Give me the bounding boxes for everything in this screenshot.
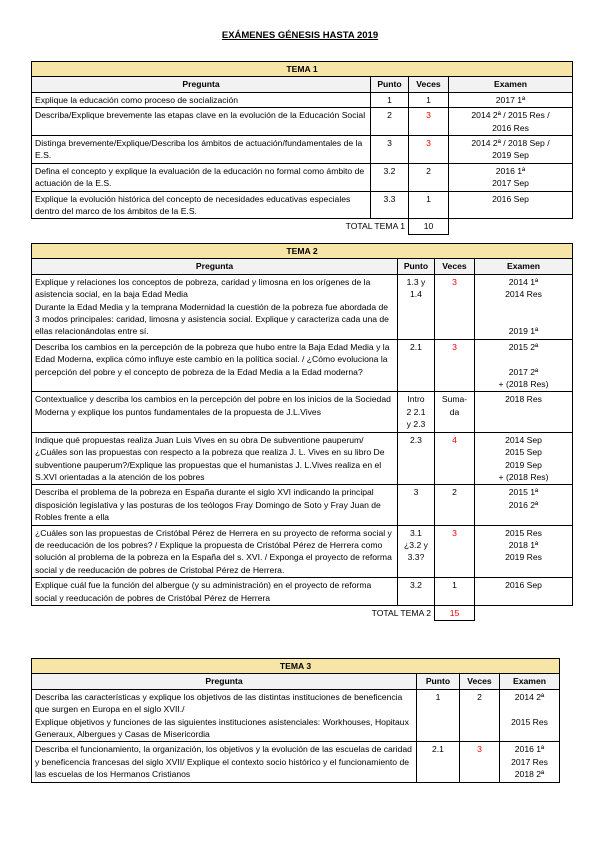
question-cell: Describa el problema de la pobreza en España durante el siglo XVI indicando la principal disposición legislativa y las posturas de los teólogos Fray Domingo de Soto y Fray Juan de Robles frente a ella [32,485,398,525]
total-spacer [475,605,573,620]
veces-cell: 3 [409,136,449,164]
punto-cell: 3 [371,136,409,164]
col-veces: Veces [409,77,449,92]
examen-cell: 2014 2ª 2015 Res [500,689,560,742]
table-row [32,578,573,606]
table-row [32,689,560,742]
col-examen: Examen [449,77,573,92]
examen-cell: 2015 2ª 2017 2ª + (2018 Res) [475,339,573,392]
col-examen: Examen [475,259,573,274]
col-veces: Veces [435,259,475,274]
punto-cell: 1 [417,689,460,742]
veces-cell: 1 [435,578,475,606]
table-row [32,742,560,782]
table-row [32,432,573,485]
table-row [32,392,573,432]
question-cell: Defina el concepto y explique la evaluación de la educación no formal como ámbito de actuación de la E.S. [32,163,371,191]
tema2-header: TEMA 2 [32,244,573,259]
question-cell: Explique cuál fue la función del albergue (y su administración) en el proyecto de reforma social y reeducación de pobres de Cristóbal Pérez de Herrera [32,578,398,606]
tema3-header: TEMA 3 [32,659,560,674]
punto-cell: 1 [371,92,409,107]
examen-cell: 2016 1ª 2017 Sep [449,163,573,191]
veces-cell: 4 [435,432,475,485]
examen-cell: 2016 1ª 2017 Res 2018 2ª [500,742,560,782]
col-examen: Examen [500,674,560,689]
col-punto: Punto [371,77,409,92]
col-pregunta: Pregunta [32,77,371,92]
punto-cell: 3.1 ¿3.2 y 3.3? [398,525,435,578]
question-cell: Explique la evolución histórica del concepto de necesidades educativas especiales dentro del marco de los ámbitos de la E.S. [32,191,371,219]
total-spacer [449,219,573,234]
table-row [32,163,573,191]
col-pregunta: Pregunta [32,674,417,689]
table-row [32,339,573,392]
veces-cell: 3 [460,742,500,782]
veces-cell: 3 [435,525,475,578]
question-cell: Describa/Explique brevemente las etapas clave en la evolución de la Educación Social [32,108,371,136]
examen-cell: 2016 Sep [475,578,573,606]
question-cell: Contextualice y describa los cambios en la percepción del pobre en los inicios de la Sociedad Moderna y explique los puntos fundamentales de la propuesta de J.L.Vives [32,392,398,432]
total-label: TOTAL TEMA 2 [371,607,431,618]
question-cell: Indique qué propuestas realiza Juan Luis Vives en su obra De subventione pauperum/¿Cuáles son las propuestas con respecto a la pobreza que realiza J. L. Vives en su libro De subventione pauperum?/Explique las propuestas que el humanistas J. L.Vives realiza en el S.XVI orientadas a la atención de los pobres [32,432,398,485]
question-cell: Explique y relaciones los conceptos de pobreza, caridad y limosna en los orígenes de la asistencia social, en la baja Edad Media Durante la Edad Media y la temprana Modernidad la cuestión de la pobreza fue abordada de 3 modos principales: caridad, limosna y asistencia social. Explique y caracteriza cada una de ellas relacionándolas entre sí. [32,274,398,339]
total-value: 10 [409,219,449,234]
col-punto: Punto [398,259,435,274]
question-cell: ¿Cuáles son las propuestas de Cristóbal Pérez de Herrera en su proyecto de reforma social y de reeducación de los pobres? / Explique la propuesta de Cristóbal Pérez de Herrera como solución al problema de la pobreza en la España del s. XVI. / Exponga el proyecto de reforma social y de reeducación de pobres de Cristobal Pérez de Herrera. [32,525,398,578]
table-row [32,274,573,339]
examen-cell: 2015 1ª 2016 2ª [475,485,573,525]
veces-cell: Suma- da [435,392,475,432]
page-title: EXÁMENES GÉNESIS HASTA 2019 [221,30,379,41]
punto-cell: 2.3 [398,432,435,485]
examen-cell: 2015 Res 2018 1ª 2019 Res [475,525,573,578]
col-veces: Veces [460,674,500,689]
total-row [32,219,573,234]
punto-cell: 3.3 [371,191,409,219]
punto-cell: 2.1 [417,742,460,782]
examen-cell: 2018 Res [475,392,573,432]
total-value: 15 [435,605,475,620]
tema1-table [31,61,573,235]
table-row [32,108,573,136]
examen-cell: 2016 Sep [449,191,573,219]
col-pregunta: Pregunta [32,259,398,274]
question-cell: Distinga brevemente/Explique/Describa los ámbitos de actuación/fundamentales de la E.S. [32,136,371,164]
examen-cell: 2017 1ª [449,92,573,107]
punto-cell: 3.2 [371,163,409,191]
examen-cell: 2014 Sep 2015 Sep 2019 Sep + (2018 Res) [475,432,573,485]
table-row [32,525,573,578]
question-cell: Explique la educación como proceso de socialización [32,92,371,107]
veces-cell: 2 [435,485,475,525]
veces-cell: 2 [409,163,449,191]
total-row [32,605,573,620]
tema1-header: TEMA 1 [32,62,573,77]
veces-cell: 1 [409,92,449,107]
veces-cell: 2 [460,689,500,742]
punto-cell: 2.1 [398,339,435,392]
punto-cell: 2 [371,108,409,136]
table-row [32,485,573,525]
veces-cell: 3 [409,108,449,136]
veces-cell: 1 [409,191,449,219]
table-row [32,136,573,164]
total-label: TOTAL TEMA 1 [345,221,405,232]
table-row [32,92,573,107]
examen-cell: 2014 2ª / 2018 Sep / 2019 Sep [449,136,573,164]
veces-cell: 3 [435,274,475,339]
tema2-table [31,243,573,621]
punto-cell: 1.3 y 1.4 [398,274,435,339]
col-punto: Punto [417,674,460,689]
question-cell: Describa los cambios en la percepción de la pobreza que hubo entre la Baja Edad Media y la Edad Moderna, explica cómo influye este cambio en la política social. / ¿Cómo evoluciona la percepción del pobre y el concepto de pobreza de la Edad Media a la Edad moderna? [32,339,398,392]
veces-cell: 3 [435,339,475,392]
question-cell: Describa las características y explique los objetivos de las distintas instituciones de beneficencia que surgen en Europa en el siglo XVII./ Explique objetivos y funciones de las siguientes instituciones asistenciales: Workhouses, Hopitaux Generaux, Albergues y Casas de Misericordia [32,689,417,742]
punto-cell: 3.2 [398,578,435,606]
examen-cell: 2014 2ª / 2015 Res / 2016 Res [449,108,573,136]
punto-cell: Intro 2 2.1 y 2.3 [398,392,435,432]
tema3-table [31,658,560,783]
question-cell: Describa el funcionamiento, la organización, los objetivos y la evolución de las escuelas de caridad y beneficencia francesas del siglo XVII/ Explique el contexto socio histórico y el funcionamiento de las escuelas de los Hermanos Cristianos [32,742,417,782]
examen-cell: 2014 1ª 2014 Res 2019 1ª [475,274,573,339]
punto-cell: 3 [398,485,435,525]
table-row [32,191,573,219]
